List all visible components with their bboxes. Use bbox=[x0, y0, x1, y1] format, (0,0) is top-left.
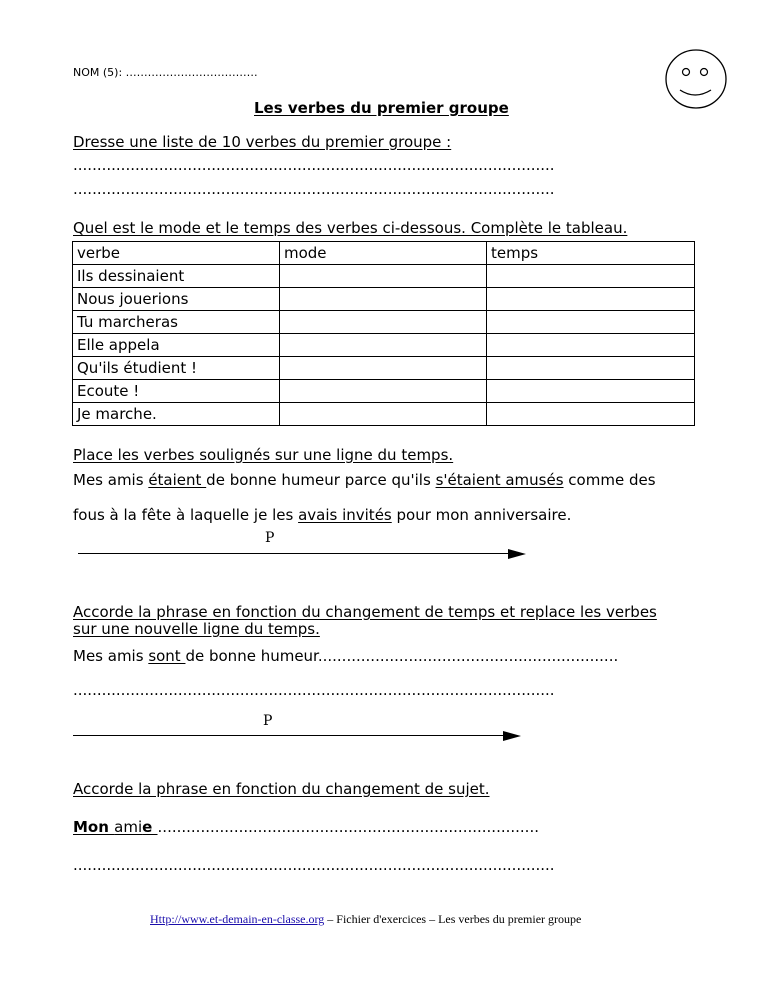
footer-link[interactable]: Http://www.et-demain-en-classe.org bbox=[150, 912, 325, 926]
exercise2-instruction: Quel est le mode et le temps des verbes ci-dessous. Complète le tableau. bbox=[73, 219, 628, 237]
exercise3-sentence1 bbox=[73, 471, 656, 489]
instruction-line: sur une nouvelle ligne du temps. bbox=[73, 620, 320, 638]
timeline-line bbox=[73, 735, 505, 736]
exercise3-instruction: Place les verbes soulignés sur une ligne du temps. bbox=[73, 446, 454, 464]
verb-cell: Nous jouerions bbox=[73, 288, 280, 311]
sentence-text: pour mon anniversaire. bbox=[391, 506, 572, 524]
temps-cell[interactable] bbox=[487, 311, 695, 334]
temps-cell[interactable] bbox=[487, 357, 695, 380]
instruction-line: Accorde la phrase en fonction du changement de temps et replace les verbes bbox=[73, 603, 657, 621]
timeline-present-label: P bbox=[265, 530, 275, 546]
mode-cell[interactable] bbox=[280, 403, 487, 426]
name-field bbox=[73, 66, 258, 79]
feminine-ending: e bbox=[142, 818, 158, 836]
footer bbox=[150, 912, 581, 927]
verb-cell: Je marche. bbox=[73, 403, 280, 426]
table-row bbox=[73, 380, 695, 403]
sentence-text: de bonne humeur............................................................... bbox=[185, 647, 619, 665]
page-title: Les verbes du premier groupe bbox=[254, 99, 509, 117]
underlined-verb: avais invités bbox=[298, 506, 392, 524]
underlined-verb: s'étaient amusés bbox=[435, 471, 564, 489]
timeline-arrow-icon bbox=[508, 549, 526, 559]
exercise1-instruction: Dresse une liste de 10 verbes du premier groupe : bbox=[73, 133, 452, 151]
mode-cell[interactable] bbox=[280, 311, 487, 334]
header-verbe: verbe bbox=[73, 242, 280, 265]
verb-cell: Elle appela bbox=[73, 334, 280, 357]
table-row bbox=[73, 357, 695, 380]
name-dots: ……………………………… bbox=[125, 66, 258, 79]
temps-cell[interactable] bbox=[487, 334, 695, 357]
subject-word: Mon bbox=[73, 818, 115, 836]
timeline-arrow-icon bbox=[503, 731, 521, 741]
verb-table bbox=[72, 241, 695, 426]
sentence-text: Mes amis bbox=[73, 647, 149, 665]
header-temps: temps bbox=[487, 242, 695, 265]
temps-cell[interactable] bbox=[487, 265, 695, 288]
exercise4-sentence bbox=[73, 647, 618, 665]
sentence-text: de bonne humeur parce qu'ils bbox=[206, 471, 436, 489]
verb-cell: Tu marcheras bbox=[73, 311, 280, 334]
answer-line: ..................................................................................................... bbox=[73, 156, 555, 174]
timeline-present-label: P bbox=[263, 713, 273, 729]
mode-cell[interactable] bbox=[280, 288, 487, 311]
table-row bbox=[73, 311, 695, 334]
answer-dots: ................................................................................ bbox=[157, 818, 539, 836]
table-row bbox=[73, 403, 695, 426]
sentence-text: Mes amis bbox=[73, 471, 149, 489]
table-row bbox=[73, 334, 695, 357]
exercise5-instruction: Accorde la phrase en fonction du changement de sujet. bbox=[73, 780, 490, 798]
table-row bbox=[73, 265, 695, 288]
answer-line: ..................................................................................................... bbox=[73, 180, 555, 198]
subject-noun: ami bbox=[114, 818, 143, 836]
temps-cell[interactable] bbox=[487, 380, 695, 403]
underlined-verb: sont bbox=[148, 647, 186, 665]
table-header-row bbox=[73, 242, 695, 265]
header-mode: mode bbox=[280, 242, 487, 265]
exercise5-sentence bbox=[73, 818, 539, 836]
temps-cell[interactable] bbox=[487, 288, 695, 311]
sentence-text: comme des bbox=[563, 471, 656, 489]
mode-cell[interactable] bbox=[280, 265, 487, 288]
verb-cell: Qu'ils étudient ! bbox=[73, 357, 280, 380]
mode-cell[interactable] bbox=[280, 334, 487, 357]
answer-line: ..................................................................................................... bbox=[73, 681, 555, 699]
name-label: NOM (5): bbox=[73, 66, 123, 79]
timeline-line bbox=[78, 553, 510, 554]
footer-text: – Fichier d'exercices – Les verbes du premier groupe bbox=[324, 912, 582, 926]
mode-cell[interactable] bbox=[280, 357, 487, 380]
smiley-icon bbox=[664, 48, 728, 110]
underlined-verb: étaient bbox=[148, 471, 207, 489]
mode-cell[interactable] bbox=[280, 380, 487, 403]
answer-line: ..................................................................................................... bbox=[73, 856, 555, 874]
temps-cell[interactable] bbox=[487, 403, 695, 426]
exercise4-instruction bbox=[73, 604, 657, 638]
verb-cell: Ecoute ! bbox=[73, 380, 280, 403]
exercise3-sentence2 bbox=[73, 506, 571, 524]
table-row bbox=[73, 288, 695, 311]
verb-cell: Ils dessinaient bbox=[73, 265, 280, 288]
sentence-text: fous à la fête à laquelle je les bbox=[73, 506, 299, 524]
